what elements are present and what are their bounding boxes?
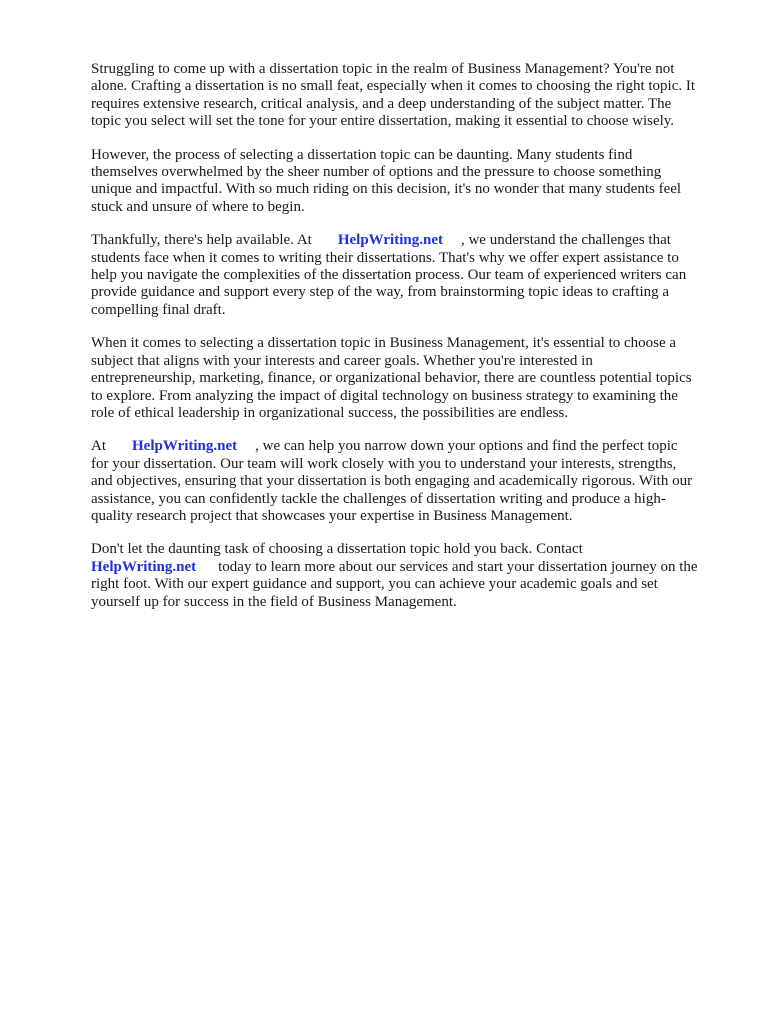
paragraph-challenge [91,147,728,217]
text-segment: , we can help you narrow down your options and find the perfect topic [255,438,678,455]
helpwriting-link[interactable]: HelpWriting.net [132,438,238,455]
text-line: assistance, you can confidently tackle the challenges of dissertation writing and produce a high- [91,490,666,507]
text-line: topic you select will set the tone for your entire dissertation, making it essential to choose wisely. [91,113,675,130]
text-line: requires extensive research, critical analysis, and a deep understanding of the subject matter. The [91,95,672,112]
text-line: right foot. With our expert guidance and support, you can achieve your academic goals and set [91,576,658,593]
text-segment: , we understand the challenges that [460,232,671,249]
paragraph-narrow-options [91,438,728,525]
text-line: alone. Crafting a dissertation is no small feat, especially when it comes to choosing the right topic. It [91,78,696,95]
text-line: Struggling to come up with a dissertation topic in the realm of Business Management? You're not [91,61,675,77]
paragraph-intro [91,61,728,131]
helpwriting-link[interactable]: HelpWriting.net [91,558,197,575]
helpwriting-link[interactable]: HelpWriting.net [337,232,443,249]
paragraph-help-available [91,232,728,319]
text-segment: At [91,438,106,455]
text-line: help you navigate the complexities of the dissertation process. Our team of experienced writers can [91,267,687,284]
paragraph-contact [91,541,728,611]
text-segment: today to learn more about our services and start your dissertation journey on the [218,558,698,575]
text-line: yourself up for success in the field of Business Management. [91,593,457,610]
text-line [91,232,728,249]
text-line: themselves overwhelmed by the sheer number of options and the pressure to choose something [91,164,662,181]
text-line: and objectives, ensuring that your dissertation is both engaging and academically rigorous. With our [91,473,693,490]
text-line [91,559,728,576]
text-line [91,438,728,455]
paragraph-selecting-topic [91,335,728,422]
text-line: to explore. From analyzing the impact of digital technology on business strategy to examining the [91,387,678,404]
text-line: for your dissertation. Our team will work closely with you to understand your interests, strengths, [91,455,677,472]
text-line: provide guidance and support every step of the way, from brainstorming topic ideas to crafting a [91,284,670,301]
text-line: quality research project that showcases your expertise in Business Management. [91,507,573,524]
text-line: Don't let the daunting task of choosing a dissertation topic hold you back. Contact [91,541,583,558]
text-line: role of ethical leadership in organizational success, the possibilities are endless. [91,404,569,421]
text-line: However, the process of selecting a dissertation topic can be daunting. Many students find [91,146,633,163]
text-line: stuck and unsure of where to begin. [91,198,305,215]
text-line: unique and impactful. With so much riding on this decision, it's no wonder that many students feel [91,181,682,198]
text-line: compelling final draft. [91,301,226,318]
text-line: When it comes to selecting a dissertation topic in Business Management, it's essential to choose a [91,335,677,352]
text-line: subject that aligns with your interests and career goals. Whether you're interested in [91,352,593,369]
text-line: entrepreneurship, marketing, finance, or organizational behavior, there are countless potential topics [91,370,692,387]
text-line: students face when it comes to writing their dissertations. That's why we offer expert assistance to [91,249,679,266]
text-segment: Thankfully, there's help available. At [91,232,312,249]
